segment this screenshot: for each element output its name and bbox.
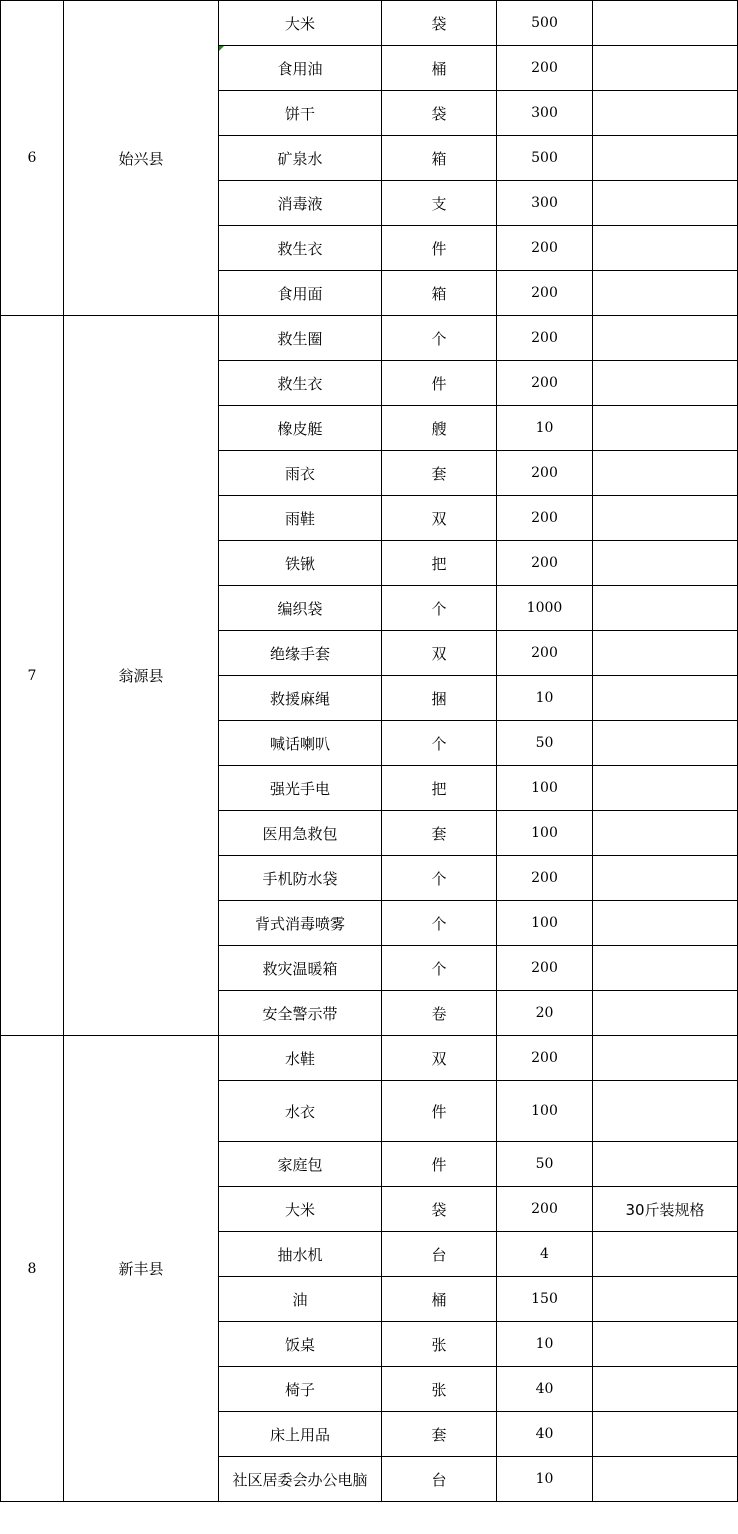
unit: 张 — [382, 1367, 497, 1412]
item-name: 背式消毒喷雾 — [219, 901, 382, 946]
note — [593, 46, 738, 91]
note — [593, 766, 738, 811]
note — [593, 91, 738, 136]
quantity: 50 — [497, 721, 593, 766]
item-name: 喊话喇叭 — [219, 721, 382, 766]
item-name: 手机防水袋 — [219, 856, 382, 901]
group-index: 8 — [1, 1036, 64, 1502]
item-name: 床上用品 — [219, 1412, 382, 1457]
quantity: 200 — [497, 316, 593, 361]
unit: 台 — [382, 1457, 497, 1502]
quantity: 300 — [497, 181, 593, 226]
note — [593, 1277, 738, 1322]
quantity: 40 — [497, 1412, 593, 1457]
note — [593, 226, 738, 271]
note — [593, 1081, 738, 1142]
quantity: 4 — [497, 1232, 593, 1277]
quantity: 1000 — [497, 586, 593, 631]
quantity: 10 — [497, 406, 593, 451]
item-name: 橡皮艇 — [219, 406, 382, 451]
note — [593, 1036, 738, 1081]
unit: 支 — [382, 181, 497, 226]
item-name: 食用面 — [219, 271, 382, 316]
note — [593, 451, 738, 496]
table-row — [1, 316, 738, 361]
unit: 个 — [382, 316, 497, 361]
note — [593, 1, 738, 46]
cell-comment-marker — [219, 46, 224, 51]
quantity: 200 — [497, 1036, 593, 1081]
item-name: 矿泉水 — [219, 136, 382, 181]
item-name: 水鞋 — [219, 1036, 382, 1081]
item-name: 消毒液 — [219, 181, 382, 226]
quantity: 200 — [497, 631, 593, 676]
quantity: 100 — [497, 901, 593, 946]
note — [593, 406, 738, 451]
unit: 个 — [382, 721, 497, 766]
quantity: 40 — [497, 1367, 593, 1412]
item-name: 水衣 — [219, 1081, 382, 1142]
note — [593, 946, 738, 991]
table-row — [1, 1036, 738, 1081]
note: 30斤装规格 — [593, 1187, 738, 1232]
unit: 把 — [382, 766, 497, 811]
unit: 箱 — [382, 271, 497, 316]
item-name: 编织袋 — [219, 586, 382, 631]
table-row — [1, 1, 738, 46]
note — [593, 1322, 738, 1367]
note — [593, 811, 738, 856]
item-name — [219, 46, 382, 91]
group-index: 6 — [1, 1, 64, 316]
note — [593, 856, 738, 901]
note — [593, 1367, 738, 1412]
unit: 套 — [382, 811, 497, 856]
item-name: 大米 — [219, 1187, 382, 1232]
unit: 桶 — [382, 1277, 497, 1322]
quantity: 100 — [497, 811, 593, 856]
note — [593, 586, 738, 631]
unit: 捆 — [382, 676, 497, 721]
unit: 把 — [382, 541, 497, 586]
quantity: 100 — [497, 766, 593, 811]
quantity: 500 — [497, 136, 593, 181]
item-name: 大米 — [219, 1, 382, 46]
unit: 件 — [382, 361, 497, 406]
group-index: 7 — [1, 316, 64, 1036]
quantity: 200 — [497, 226, 593, 271]
item-name: 油 — [219, 1277, 382, 1322]
quantity: 200 — [497, 1187, 593, 1232]
county-name: 翁源县 — [64, 316, 219, 1036]
unit: 箱 — [382, 136, 497, 181]
unit: 艘 — [382, 406, 497, 451]
county-name: 新丰县 — [64, 1036, 219, 1502]
item-name: 绝缘手套 — [219, 631, 382, 676]
unit: 个 — [382, 946, 497, 991]
unit: 件 — [382, 1081, 497, 1142]
note — [593, 316, 738, 361]
quantity: 200 — [497, 946, 593, 991]
note — [593, 271, 738, 316]
item-name: 安全警示带 — [219, 991, 382, 1036]
unit: 双 — [382, 496, 497, 541]
unit: 套 — [382, 451, 497, 496]
note — [593, 901, 738, 946]
quantity: 20 — [497, 991, 593, 1036]
item-name: 强光手电 — [219, 766, 382, 811]
quantity: 200 — [497, 271, 593, 316]
note — [593, 361, 738, 406]
unit: 双 — [382, 631, 497, 676]
item-name: 雨衣 — [219, 451, 382, 496]
county-name: 始兴县 — [64, 1, 219, 316]
quantity: 10 — [497, 1457, 593, 1502]
unit: 件 — [382, 1142, 497, 1187]
quantity: 200 — [497, 361, 593, 406]
quantity: 150 — [497, 1277, 593, 1322]
note — [593, 496, 738, 541]
quantity: 100 — [497, 1081, 593, 1142]
item-name: 救灾温暖箱 — [219, 946, 382, 991]
item-name: 医用急救包 — [219, 811, 382, 856]
item-name: 救生圈 — [219, 316, 382, 361]
item-name-text: 食用油 — [277, 59, 323, 78]
quantity: 10 — [497, 676, 593, 721]
note — [593, 631, 738, 676]
unit: 套 — [382, 1412, 497, 1457]
item-name: 椅子 — [219, 1367, 382, 1412]
note — [593, 181, 738, 226]
note — [593, 1457, 738, 1502]
unit: 卷 — [382, 991, 497, 1036]
quantity: 200 — [497, 46, 593, 91]
unit: 袋 — [382, 1187, 497, 1232]
item-name: 救生衣 — [219, 226, 382, 271]
unit: 桶 — [382, 46, 497, 91]
note — [593, 1232, 738, 1277]
unit: 个 — [382, 901, 497, 946]
item-name: 救生衣 — [219, 361, 382, 406]
note — [593, 1142, 738, 1187]
unit: 件 — [382, 226, 497, 271]
unit: 袋 — [382, 91, 497, 136]
unit: 张 — [382, 1322, 497, 1367]
quantity: 200 — [497, 541, 593, 586]
note — [593, 136, 738, 181]
item-name: 家庭包 — [219, 1142, 382, 1187]
unit: 双 — [382, 1036, 497, 1081]
note — [593, 721, 738, 766]
quantity: 500 — [497, 1, 593, 46]
quantity: 10 — [497, 1322, 593, 1367]
quantity: 300 — [497, 91, 593, 136]
note — [593, 676, 738, 721]
unit: 台 — [382, 1232, 497, 1277]
unit: 个 — [382, 586, 497, 631]
item-name: 铁锹 — [219, 541, 382, 586]
quantity: 200 — [497, 451, 593, 496]
item-name: 社区居委会办公电脑 — [219, 1457, 382, 1502]
quantity: 200 — [497, 496, 593, 541]
item-name: 饭桌 — [219, 1322, 382, 1367]
unit: 个 — [382, 856, 497, 901]
quantity: 200 — [497, 856, 593, 901]
note — [593, 541, 738, 586]
quantity: 50 — [497, 1142, 593, 1187]
item-name: 饼干 — [219, 91, 382, 136]
item-name: 雨鞋 — [219, 496, 382, 541]
item-name: 抽水机 — [219, 1232, 382, 1277]
unit: 袋 — [382, 1, 497, 46]
item-name: 救援麻绳 — [219, 676, 382, 721]
note — [593, 991, 738, 1036]
note — [593, 1412, 738, 1457]
